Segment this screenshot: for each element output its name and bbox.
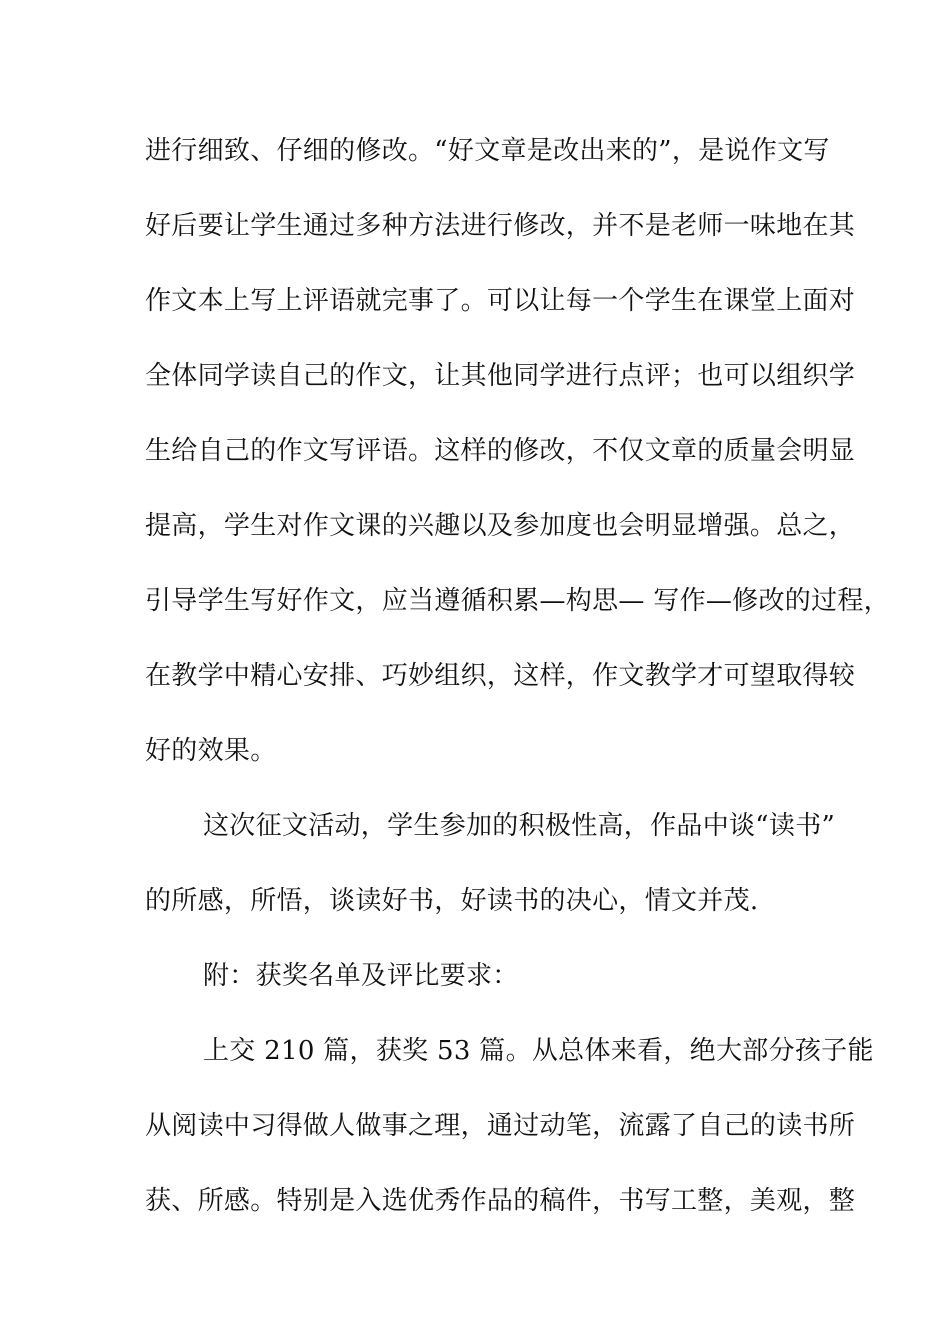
text-line: 在教学中精心安排、巧妙组织，这样，作文教学才可望取得较: [145, 661, 856, 691]
text-line: 获、所感。特别是入选优秀作品的稿件，书写工整，美观，整: [145, 1186, 856, 1216]
text-line: 作文本上写上评语就完事了。可以让每一个学生在课堂上面对: [145, 286, 856, 316]
text-line: 引导学生写好作文，应当遵循积累—构思— 写作—修改的过程，: [145, 586, 890, 616]
text-line: 全体同学读自己的作文，让其他同学进行点评；也可以组织学: [145, 361, 856, 391]
paragraph-first-line: 上交 210 篇，获奖 53 篇。从总体来看，绝大部分孩子能: [203, 1036, 874, 1066]
text-line: 从阅读中习得做人做事之理，通过动笔，流露了自己的读书所: [145, 1111, 856, 1141]
text-line: 提高，学生对作文课的兴趣以及参加度也会明显增强。总之，: [145, 511, 856, 541]
text-line: 好的效果。: [145, 736, 277, 766]
paragraph-first-line: 这次征文活动，学生参加的积极性高，作品中谈“读书”: [203, 811, 836, 841]
text-line: 好后要让学生通过多种方法进行修改，并不是老师一味地在其: [145, 211, 856, 241]
text-line: 进行细致、仔细的修改。“好文章是改出来的”，是说作文写: [145, 136, 830, 166]
text-line: 的所感，所悟，谈读好书，好读书的决心，情文并茂.: [145, 886, 759, 916]
appendix-heading: 附：获奖名单及评比要求：: [203, 961, 519, 991]
text-line: 生给自己的作文写评语。这样的修改，不仅文章的质量会明显: [145, 436, 856, 466]
